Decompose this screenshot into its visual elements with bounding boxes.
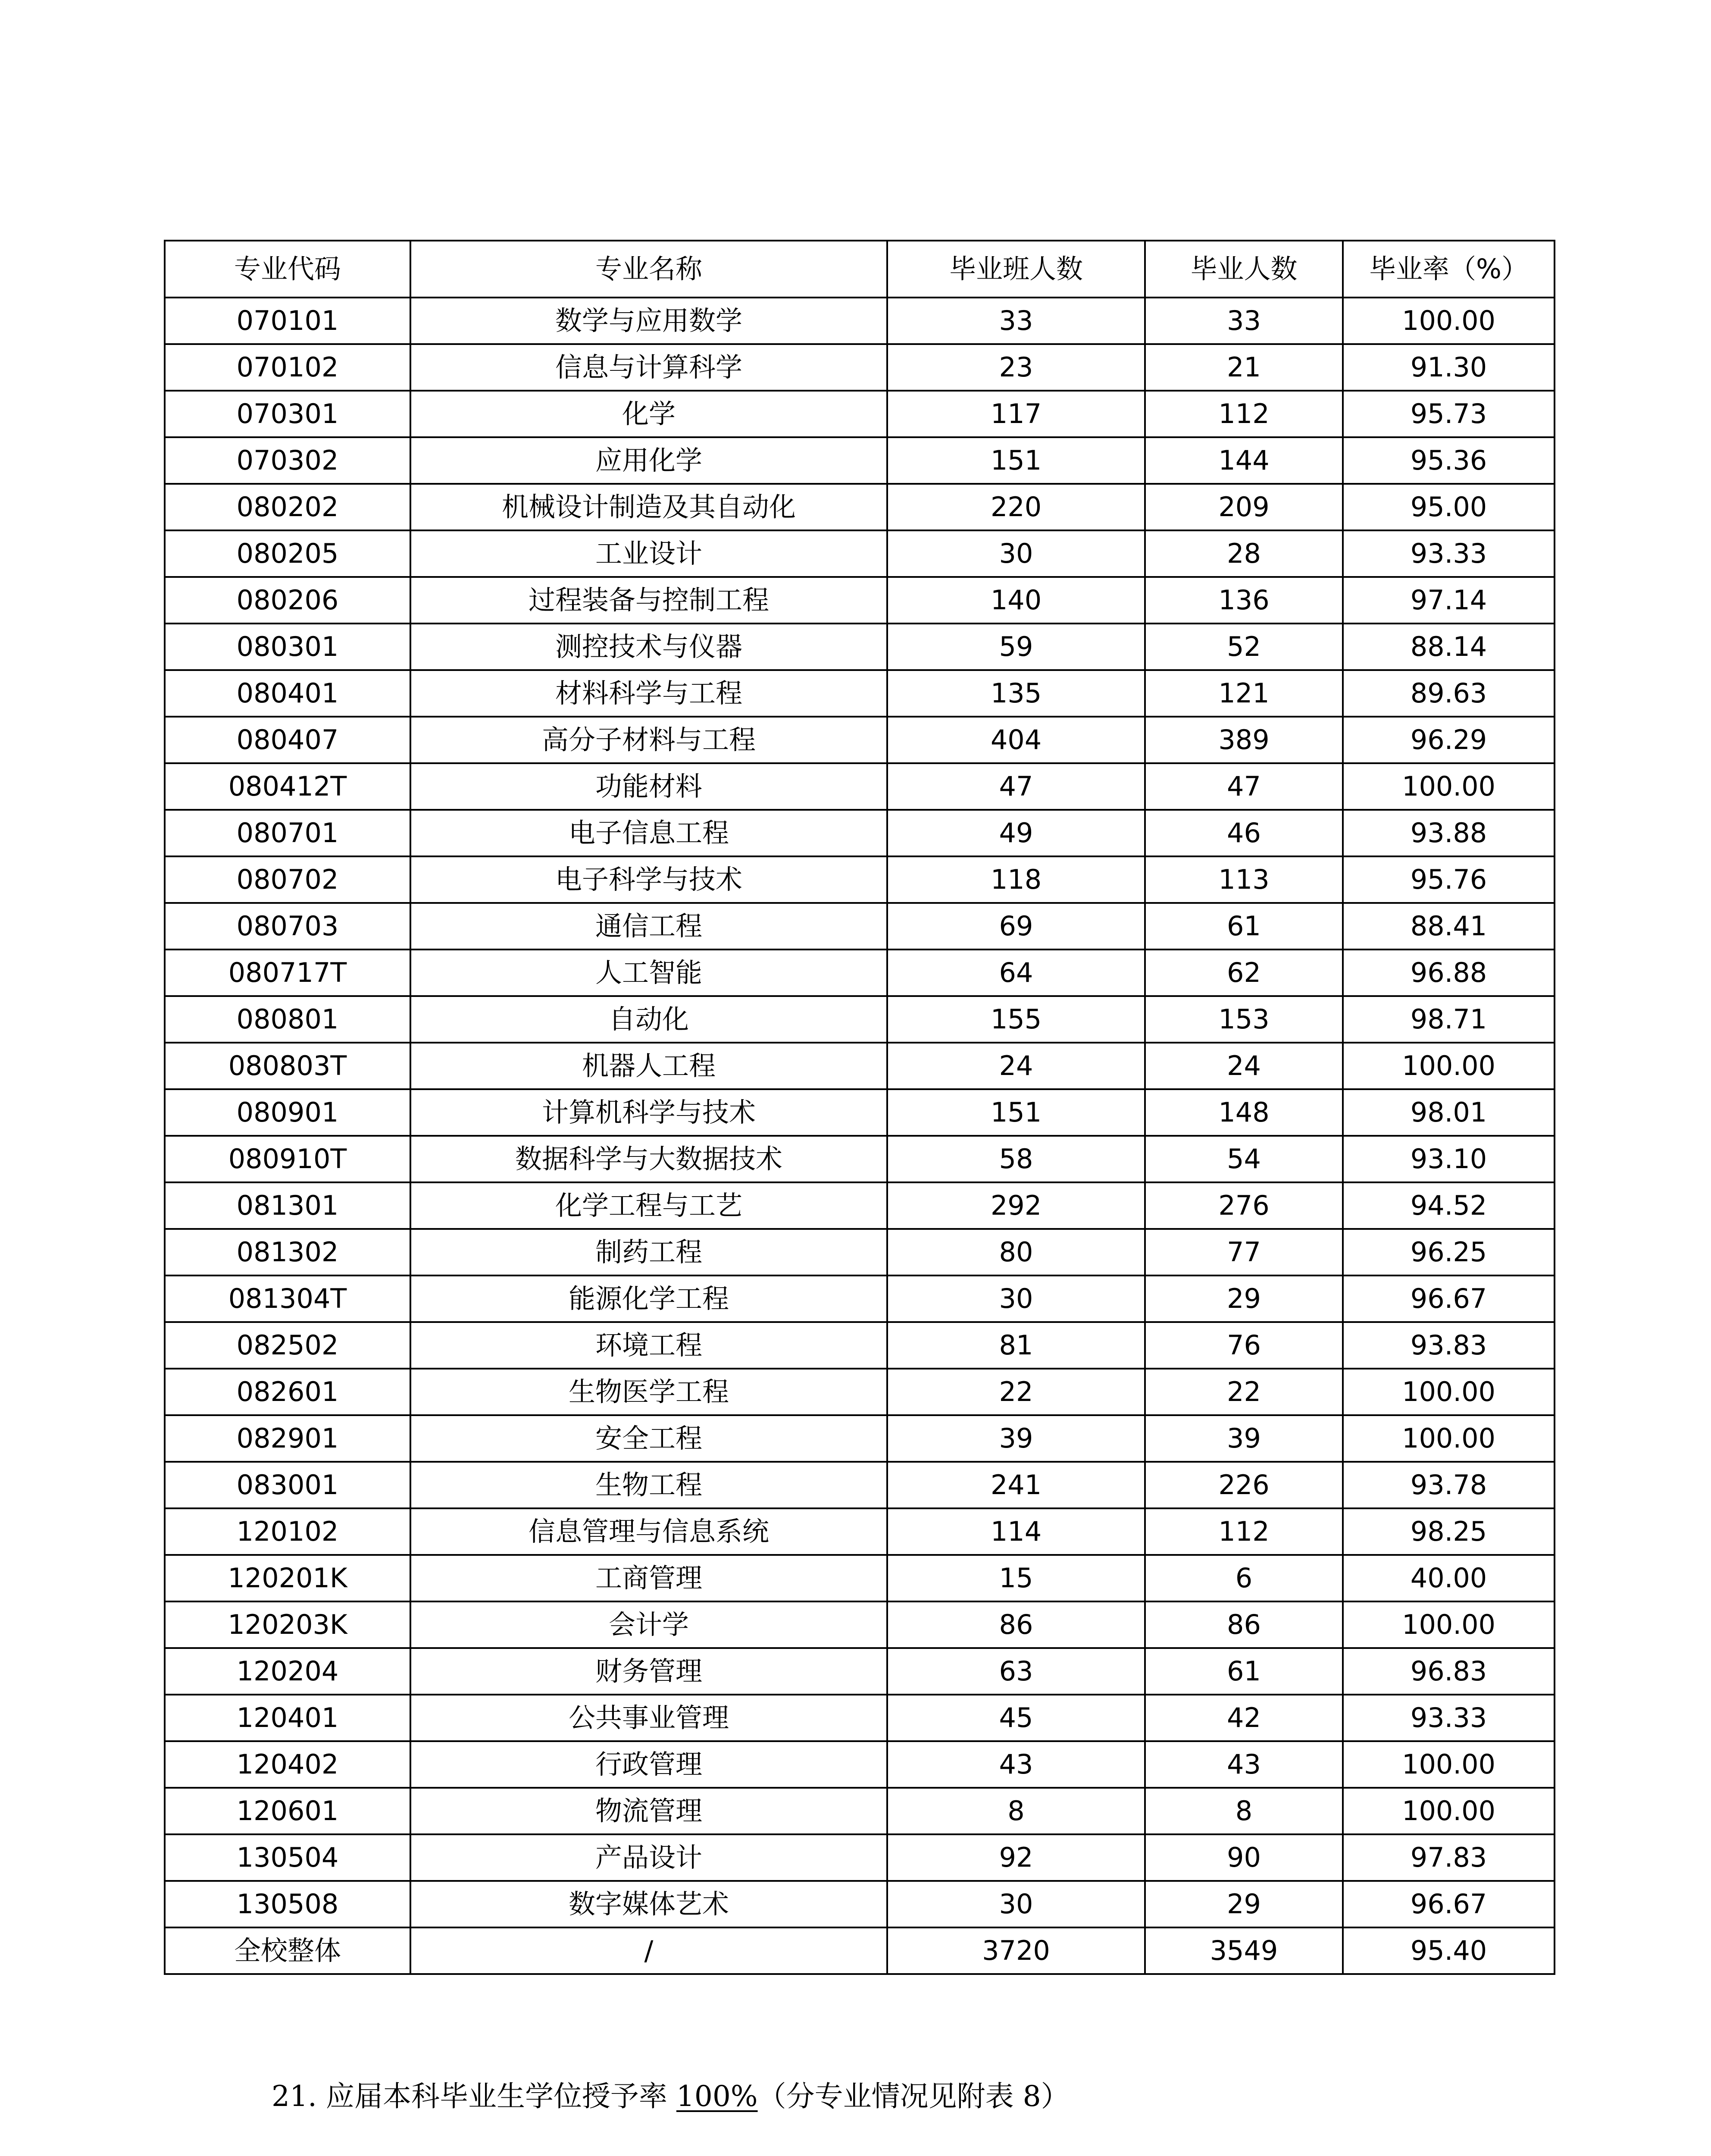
table-row	[165, 763, 1555, 810]
cell-graduate-count: 86	[1145, 1601, 1343, 1648]
cell-graduate-count: 276	[1145, 1182, 1343, 1229]
cell-major-name: 数学与应用数学	[410, 298, 887, 344]
cell-class-count: 64	[887, 950, 1145, 996]
header-class-count: 毕业班人数	[887, 241, 1145, 298]
cell-graduate-count: 76	[1145, 1322, 1343, 1369]
header-major-name: 专业名称	[410, 241, 887, 298]
cell-major-code: 080701	[165, 810, 410, 856]
cell-class-count: 33	[887, 298, 1145, 344]
table-row	[165, 1834, 1555, 1881]
cell-class-count: 3720	[887, 1927, 1145, 1974]
cell-graduate-count: 144	[1145, 437, 1343, 484]
cell-class-count: 8	[887, 1788, 1145, 1834]
table-row	[165, 624, 1555, 670]
table-row	[165, 437, 1555, 484]
cell-class-count: 220	[887, 484, 1145, 530]
cell-graduation-rate: 100.00	[1343, 1601, 1555, 1648]
cell-graduation-rate: 96.67	[1343, 1275, 1555, 1322]
cell-major-name: 测控技术与仪器	[410, 624, 887, 670]
cell-graduation-rate: 97.14	[1343, 577, 1555, 624]
cell-graduation-rate: 91.30	[1343, 344, 1555, 391]
cell-graduation-rate: 88.14	[1343, 624, 1555, 670]
table-row	[165, 1229, 1555, 1275]
graduation-rate-table	[164, 240, 1555, 1975]
cell-major-code: 081302	[165, 1229, 410, 1275]
cell-graduate-count: 47	[1145, 763, 1343, 810]
table-row	[165, 1601, 1555, 1648]
table-row	[165, 1043, 1555, 1089]
cell-graduate-count: 39	[1145, 1415, 1343, 1462]
cell-class-count: 15	[887, 1555, 1145, 1601]
cell-graduate-count: 62	[1145, 950, 1343, 996]
table-row	[165, 1881, 1555, 1927]
cell-graduation-rate: 100.00	[1343, 1788, 1555, 1834]
degree-award-rate: 100%	[676, 2080, 758, 2113]
cell-graduation-rate: 96.67	[1343, 1881, 1555, 1927]
cell-class-count: 59	[887, 624, 1145, 670]
cell-graduate-count: 90	[1145, 1834, 1343, 1881]
table-total-row	[165, 1927, 1555, 1974]
cell-major-name: 数字媒体艺术	[410, 1881, 887, 1927]
cell-graduate-count: 113	[1145, 856, 1343, 903]
cell-class-count: 69	[887, 903, 1145, 950]
header-graduate-count: 毕业人数	[1145, 241, 1343, 298]
cell-major-name: 数据科学与大数据技术	[410, 1136, 887, 1182]
cell-class-count: 92	[887, 1834, 1145, 1881]
cell-major-name: 工商管理	[410, 1555, 887, 1601]
table-row	[165, 950, 1555, 996]
cell-graduation-rate: 93.88	[1343, 810, 1555, 856]
cell-class-count: 241	[887, 1462, 1145, 1508]
table-row	[165, 1322, 1555, 1369]
cell-major-code: 080901	[165, 1089, 410, 1136]
table-row	[165, 1182, 1555, 1229]
table-row	[165, 1741, 1555, 1788]
cell-graduation-rate: 95.40	[1343, 1927, 1555, 1974]
cell-major-name: 财务管理	[410, 1648, 887, 1695]
cell-major-code: 081301	[165, 1182, 410, 1229]
cell-major-code: 120203K	[165, 1601, 410, 1648]
cell-major-code: 070302	[165, 437, 410, 484]
table-row	[165, 856, 1555, 903]
cell-graduation-rate: 40.00	[1343, 1555, 1555, 1601]
degree-award-note	[272, 2079, 1070, 2113]
cell-major-code: 080206	[165, 577, 410, 624]
cell-graduation-rate: 94.52	[1343, 1182, 1555, 1229]
cell-graduate-count: 121	[1145, 670, 1343, 717]
table-row	[165, 344, 1555, 391]
cell-major-code: 080801	[165, 996, 410, 1043]
table-row	[165, 670, 1555, 717]
cell-graduate-count: 77	[1145, 1229, 1343, 1275]
cell-major-name: 能源化学工程	[410, 1275, 887, 1322]
cell-major-code: 082601	[165, 1369, 410, 1415]
cell-graduate-count: 52	[1145, 624, 1343, 670]
cell-major-code: 全校整体	[165, 1927, 410, 1974]
table-row	[165, 1648, 1555, 1695]
cell-class-count: 39	[887, 1415, 1145, 1462]
cell-major-name: 行政管理	[410, 1741, 887, 1788]
cell-major-name: 生物医学工程	[410, 1369, 887, 1415]
cell-graduate-count: 112	[1145, 391, 1343, 437]
cell-graduate-count: 22	[1145, 1369, 1343, 1415]
cell-major-name: 人工智能	[410, 950, 887, 996]
cell-class-count: 30	[887, 1275, 1145, 1322]
cell-graduate-count: 28	[1145, 530, 1343, 577]
cell-major-name: 信息管理与信息系统	[410, 1508, 887, 1555]
cell-major-name: /	[410, 1927, 887, 1974]
cell-major-name: 机械设计制造及其自动化	[410, 484, 887, 530]
cell-major-code: 080301	[165, 624, 410, 670]
cell-major-code: 083001	[165, 1462, 410, 1508]
cell-major-code: 070101	[165, 298, 410, 344]
table-row	[165, 1415, 1555, 1462]
note-prefix: 21. 应届本科毕业生学位授予率	[272, 2080, 676, 2113]
cell-major-name: 产品设计	[410, 1834, 887, 1881]
cell-graduate-count: 148	[1145, 1089, 1343, 1136]
cell-graduation-rate: 96.88	[1343, 950, 1555, 996]
cell-graduate-count: 112	[1145, 1508, 1343, 1555]
cell-major-code: 070102	[165, 344, 410, 391]
cell-major-code: 120402	[165, 1741, 410, 1788]
cell-major-code: 080910T	[165, 1136, 410, 1182]
cell-class-count: 30	[887, 530, 1145, 577]
cell-class-count: 151	[887, 437, 1145, 484]
table-body	[165, 298, 1555, 1974]
cell-graduate-count: 8	[1145, 1788, 1343, 1834]
table-row	[165, 1275, 1555, 1322]
cell-class-count: 81	[887, 1322, 1145, 1369]
cell-class-count: 118	[887, 856, 1145, 903]
cell-class-count: 30	[887, 1881, 1145, 1927]
table-row	[165, 1136, 1555, 1182]
cell-graduation-rate: 96.29	[1343, 717, 1555, 763]
cell-class-count: 86	[887, 1601, 1145, 1648]
cell-graduate-count: 29	[1145, 1275, 1343, 1322]
header-graduation-rate: 毕业率（%）	[1343, 241, 1555, 298]
table-row	[165, 1555, 1555, 1601]
cell-major-code: 120401	[165, 1695, 410, 1741]
cell-major-code: 080401	[165, 670, 410, 717]
cell-graduate-count: 389	[1145, 717, 1343, 763]
cell-class-count: 80	[887, 1229, 1145, 1275]
table-row	[165, 1508, 1555, 1555]
cell-graduation-rate: 100.00	[1343, 1369, 1555, 1415]
cell-major-name: 电子科学与技术	[410, 856, 887, 903]
cell-major-code: 120201K	[165, 1555, 410, 1601]
cell-graduate-count: 61	[1145, 1648, 1343, 1695]
cell-class-count: 43	[887, 1741, 1145, 1788]
cell-major-code: 080703	[165, 903, 410, 950]
cell-major-name: 信息与计算科学	[410, 344, 887, 391]
cell-major-name: 物流管理	[410, 1788, 887, 1834]
table-row	[165, 530, 1555, 577]
cell-major-code: 080717T	[165, 950, 410, 996]
cell-major-code: 120102	[165, 1508, 410, 1555]
cell-graduation-rate: 88.41	[1343, 903, 1555, 950]
table-header-row	[165, 241, 1555, 298]
cell-class-count: 49	[887, 810, 1145, 856]
cell-major-name: 材料科学与工程	[410, 670, 887, 717]
cell-graduate-count: 46	[1145, 810, 1343, 856]
cell-graduation-rate: 100.00	[1343, 1043, 1555, 1089]
cell-major-name: 环境工程	[410, 1322, 887, 1369]
cell-class-count: 24	[887, 1043, 1145, 1089]
cell-major-code: 080702	[165, 856, 410, 903]
cell-graduation-rate: 89.63	[1343, 670, 1555, 717]
cell-major-name: 高分子材料与工程	[410, 717, 887, 763]
table-row	[165, 1369, 1555, 1415]
cell-major-name: 制药工程	[410, 1229, 887, 1275]
cell-major-code: 081304T	[165, 1275, 410, 1322]
table-row	[165, 996, 1555, 1043]
cell-graduation-rate: 100.00	[1343, 1415, 1555, 1462]
cell-major-code: 120204	[165, 1648, 410, 1695]
cell-graduation-rate: 93.33	[1343, 1695, 1555, 1741]
cell-class-count: 151	[887, 1089, 1145, 1136]
table-row	[165, 717, 1555, 763]
cell-major-code: 120601	[165, 1788, 410, 1834]
table-row	[165, 484, 1555, 530]
cell-major-name: 化学工程与工艺	[410, 1182, 887, 1229]
cell-graduation-rate: 95.36	[1343, 437, 1555, 484]
cell-graduate-count: 33	[1145, 298, 1343, 344]
cell-major-name: 计算机科学与技术	[410, 1089, 887, 1136]
note-suffix: （分专业情况见附表 8）	[757, 2080, 1070, 2113]
cell-class-count: 63	[887, 1648, 1145, 1695]
cell-major-code: 080205	[165, 530, 410, 577]
header-major-code: 专业代码	[165, 241, 410, 298]
cell-graduation-rate: 93.33	[1343, 530, 1555, 577]
cell-class-count: 58	[887, 1136, 1145, 1182]
cell-major-name: 电子信息工程	[410, 810, 887, 856]
cell-major-code: 082502	[165, 1322, 410, 1369]
cell-graduate-count: 136	[1145, 577, 1343, 624]
cell-major-name: 过程装备与控制工程	[410, 577, 887, 624]
cell-major-code: 070301	[165, 391, 410, 437]
cell-graduate-count: 3549	[1145, 1927, 1343, 1974]
cell-graduate-count: 21	[1145, 344, 1343, 391]
table-row	[165, 298, 1555, 344]
cell-graduation-rate: 98.25	[1343, 1508, 1555, 1555]
cell-class-count: 45	[887, 1695, 1145, 1741]
cell-graduate-count: 61	[1145, 903, 1343, 950]
table-row	[165, 1695, 1555, 1741]
cell-graduation-rate: 96.25	[1343, 1229, 1555, 1275]
table-row	[165, 903, 1555, 950]
cell-major-name: 公共事业管理	[410, 1695, 887, 1741]
cell-class-count: 292	[887, 1182, 1145, 1229]
cell-major-name: 化学	[410, 391, 887, 437]
cell-graduation-rate: 95.76	[1343, 856, 1555, 903]
cell-graduation-rate: 93.78	[1343, 1462, 1555, 1508]
table-row	[165, 1462, 1555, 1508]
table-row	[165, 1089, 1555, 1136]
cell-major-name: 通信工程	[410, 903, 887, 950]
table-row	[165, 391, 1555, 437]
cell-graduation-rate: 95.00	[1343, 484, 1555, 530]
cell-class-count: 135	[887, 670, 1145, 717]
cell-graduate-count: 6	[1145, 1555, 1343, 1601]
cell-major-name: 机器人工程	[410, 1043, 887, 1089]
cell-major-code: 130504	[165, 1834, 410, 1881]
cell-graduate-count: 54	[1145, 1136, 1343, 1182]
cell-graduation-rate: 100.00	[1343, 298, 1555, 344]
cell-major-name: 应用化学	[410, 437, 887, 484]
cell-class-count: 23	[887, 344, 1145, 391]
cell-major-name: 安全工程	[410, 1415, 887, 1462]
cell-class-count: 404	[887, 717, 1145, 763]
cell-class-count: 117	[887, 391, 1145, 437]
cell-class-count: 22	[887, 1369, 1145, 1415]
cell-graduation-rate: 100.00	[1343, 1741, 1555, 1788]
cell-class-count: 114	[887, 1508, 1145, 1555]
table-row	[165, 577, 1555, 624]
cell-graduation-rate: 93.10	[1343, 1136, 1555, 1182]
cell-major-name: 功能材料	[410, 763, 887, 810]
cell-major-code: 080202	[165, 484, 410, 530]
cell-graduate-count: 153	[1145, 996, 1343, 1043]
cell-class-count: 140	[887, 577, 1145, 624]
cell-graduate-count: 29	[1145, 1881, 1343, 1927]
cell-major-name: 自动化	[410, 996, 887, 1043]
cell-graduate-count: 43	[1145, 1741, 1343, 1788]
cell-graduation-rate: 98.71	[1343, 996, 1555, 1043]
cell-class-count: 47	[887, 763, 1145, 810]
cell-graduation-rate: 98.01	[1343, 1089, 1555, 1136]
cell-major-code: 130508	[165, 1881, 410, 1927]
table-row	[165, 1788, 1555, 1834]
cell-class-count: 155	[887, 996, 1145, 1043]
cell-major-code: 082901	[165, 1415, 410, 1462]
cell-major-code: 080412T	[165, 763, 410, 810]
table-row	[165, 810, 1555, 856]
cell-major-code: 080803T	[165, 1043, 410, 1089]
cell-major-name: 生物工程	[410, 1462, 887, 1508]
cell-graduation-rate: 93.83	[1343, 1322, 1555, 1369]
cell-graduation-rate: 100.00	[1343, 763, 1555, 810]
cell-graduate-count: 42	[1145, 1695, 1343, 1741]
cell-major-name: 会计学	[410, 1601, 887, 1648]
cell-major-name: 工业设计	[410, 530, 887, 577]
cell-graduation-rate: 97.83	[1343, 1834, 1555, 1881]
cell-graduate-count: 226	[1145, 1462, 1343, 1508]
cell-graduation-rate: 95.73	[1343, 391, 1555, 437]
cell-graduation-rate: 96.83	[1343, 1648, 1555, 1695]
cell-graduate-count: 24	[1145, 1043, 1343, 1089]
cell-graduate-count: 209	[1145, 484, 1343, 530]
cell-major-code: 080407	[165, 717, 410, 763]
